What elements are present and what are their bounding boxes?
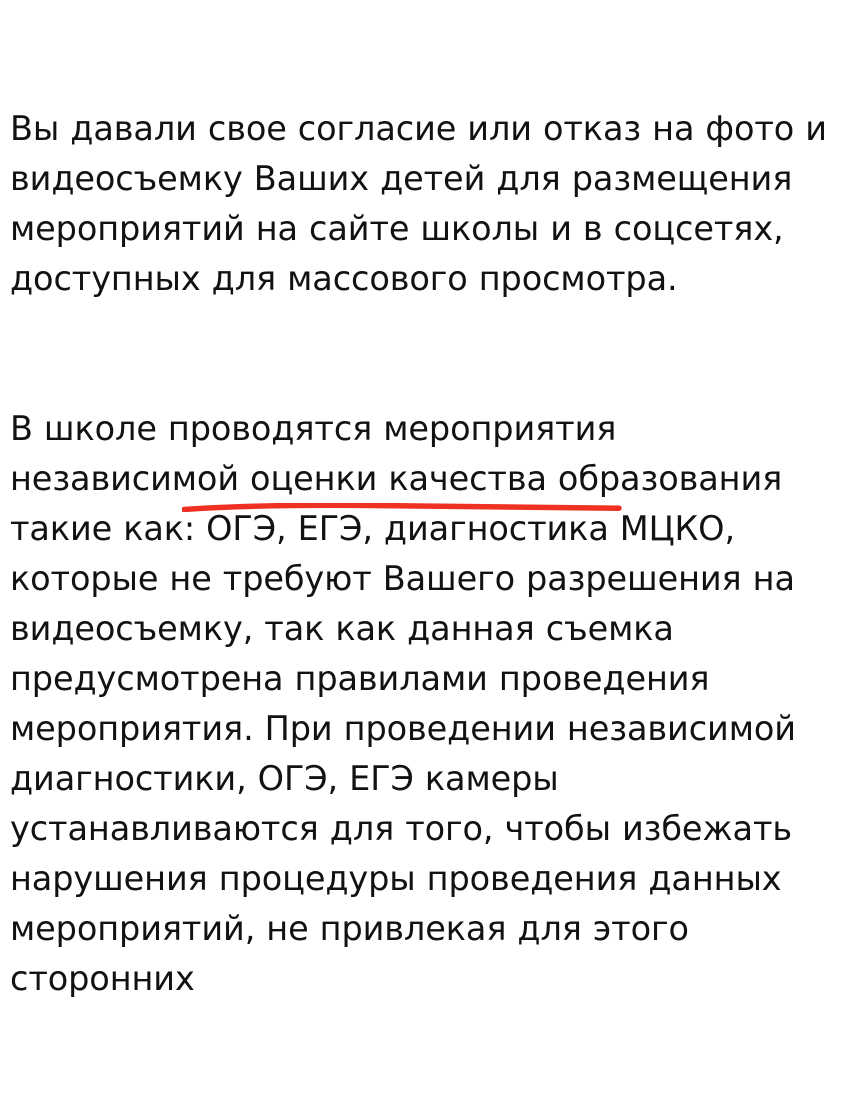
paragraph-1: Вы давали свое согласие или отказ на фото и видеосъемку Ваших детей для размещения мероприятий на сайте школы и в соцсетях, доступных для массового просмотра. [10,109,838,298]
document-text [10,4,852,1104]
paragraph-2: В школе проводятся мероприятия независимой оценки качества образования такие как: ОГЭ, ЕГЭ, диагностика МЦКО, которые не требуют Вашего разрешения на видеосъемку, так как данная съемка предусмотрена правилами проведения мероприятия. При проведении независимой диагностики, ОГЭ, ЕГЭ камеры устанавливаются для того, чтобы избежать нарушения процедуры проведения данных мероприятий, не привлекая для этого сторонних [10,409,807,998]
